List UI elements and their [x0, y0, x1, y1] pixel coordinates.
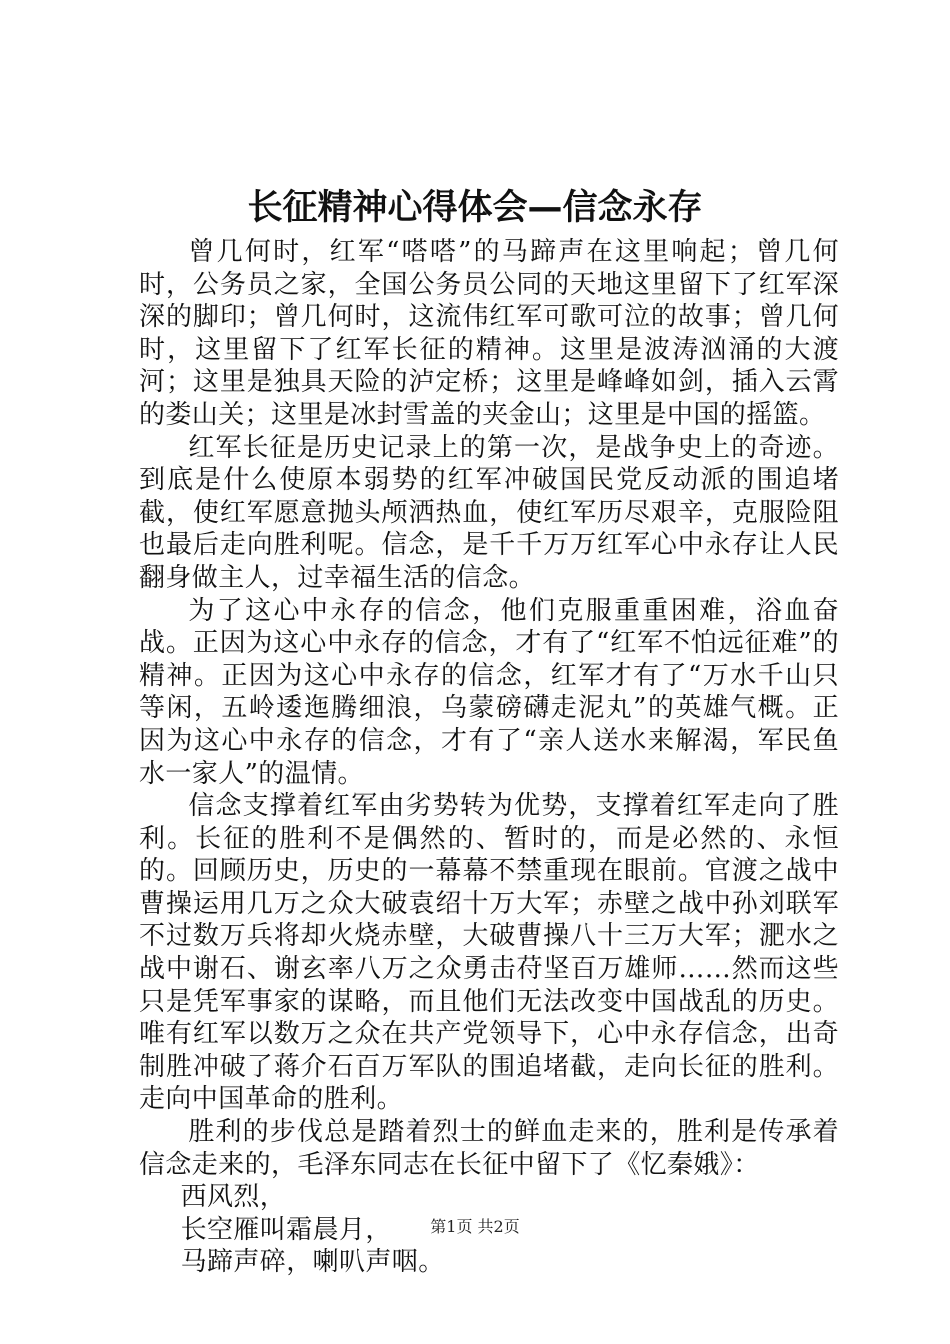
poem-line-1: 西风烈，	[180, 1182, 287, 1213]
paragraph-5: 胜利的步伐总是踏着烈士的鲜血走来的，胜利是传承着信念走来的，毛泽东同志在长征中留下了《忆秦娥》：	[139, 1117, 839, 1180]
paragraph-3: 为了这心中永存的信念，他们克服重重困难，浴血奋战。正因为这心中永存的信念，才有了“红军不怕远征难”的精神。正因为这心中永存的信念，红军才有了“万水千山只等闲，五岭逶迤腾细浪，乌蒙磅礴走泥丸”的英雄气概。正因为这心中永存的信念，才有了“亲人送水来解渴，军民鱼水一家人”的温情。	[139, 595, 839, 789]
document-body	[139, 236, 839, 1279]
paragraph-2: 红军长征是历史记录上的第一次，是战争史上的奇迹。到底是什么使原本弱势的红军冲破国民党反动派的围追堵截，使红军愿意抛头颅洒热血，使红军历尽艰辛，克服险阻也最后走向胜利呢。信念，是千千万万红军心中永存让人民翻身做主人，过幸福生活的信念。	[139, 432, 839, 593]
paragraph-4: 信念支撑着红军由劣势转为优势，支撑着红军走向了胜利。长征的胜利不是偶然的、暂时的，而是必然的、永恒的。回顾历史，历史的一幕幕不禁重现在眼前。官渡之战中曹操运用几万之众大破袁绍十万大军；赤壁之战中孙刘联军不过数万兵将却火烧赤壁，大破曹操八十三万大军；淝水之战中谢石、谢玄率八万之众勇击苻坚百万雄师……然而这些只是凭军事家的谋略，而且他们无法改变中国战乱的历史。唯有红军以数万之众在共产党领导下，心中永存信念，出奇制胜冲破了蒋介石百万军队的围追堵截，走向长征的胜利。走向中国革命的胜利。	[139, 791, 839, 1115]
paragraph-1: 曾几何时，红军“嗒嗒”的马蹄声在这里响起；曾几何时，公务员之家，全国公务员公同的天地这里留下了红军深深的脚印；曾几何时，这流伟红军可歌可泣的故事；曾几何时，这里留下了红军长征的精神。这里是波涛汹涌的大渡河；这里是独具天险的泸定桥；这里是峰峰如剑，插入云霄的娄山关；这里是冰封雪盖的夹金山；这里是中国的摇篮。	[139, 237, 839, 430]
poem-line-3: 马蹄声碎，喇叭声咽。	[180, 1247, 445, 1278]
page-footer: 第1页 共2页	[430, 1217, 520, 1236]
document-title: 长征精神心得体会—信念永存	[247, 188, 703, 228]
poem-line-2: 长空雁叫霜晨月，	[180, 1214, 392, 1245]
